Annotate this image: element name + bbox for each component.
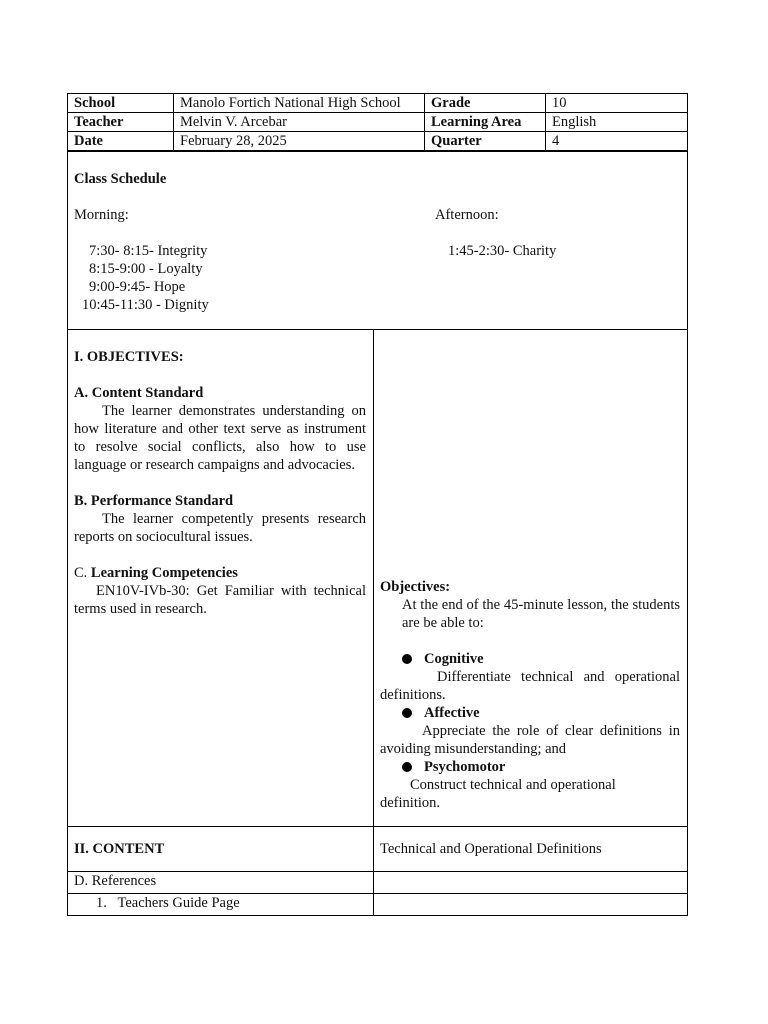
teacher-label: Teacher [68,113,174,132]
header-row-date [68,132,688,151]
bullet-icon [402,762,412,772]
afternoon-schedule [435,206,556,314]
morning-slot: 8:15-9:00 - Loyalty [89,261,203,277]
competencies-title: C. Learning Competencies [74,565,238,581]
date-value: February 28, 2025 [174,132,425,151]
header-row-school [68,94,688,113]
objective-label-psychomotor: Psychomotor [380,758,680,776]
content-value: Technical and Operational Definitions [374,827,688,872]
quarter-label: Quarter [425,132,546,151]
content-label: II. CONTENT [68,827,374,872]
bullet-icon [402,708,412,718]
objective-text-psychomotor: Construct technical and operational definition. [380,777,616,811]
morning-slot: 9:00-9:45- Hope [89,279,186,295]
body-table [67,151,688,916]
references-row [68,872,688,894]
references-value [374,872,688,894]
content-standard-text: The learner demonstrates understanding on how literature and other text serve as instrument to resolve social conflicts, also how to use language or research campaigns and advocacies. [74,403,366,473]
bullet-icon [402,654,412,664]
morning-slot: 10:45-11:30 - Dignity [82,297,209,313]
objective-text-affective: Appreciate the role of clear definitions in avoiding misunderstanding; and [380,723,680,757]
content-standard-title: A. Content Standard [74,385,204,401]
morning-label: Morning: [74,207,129,223]
area-label: Learning Area [425,113,546,132]
objectives-title: I. OBJECTIVES: [74,349,184,365]
references-label: D. References [68,872,374,894]
teacher-value: Melvin V. Arcebar [174,113,425,132]
objective-label-affective: Affective [380,704,680,722]
teachers-guide-value [374,894,688,916]
schedule-row [68,152,688,330]
objective-label-cognitive: Cognitive [380,650,680,668]
objectives-row [68,330,688,827]
header-table [67,93,688,151]
objectives-intro: At the end of the 45-minute lesson, the students are be able to: [402,597,680,631]
date-label: Date [68,132,174,151]
header-row-teacher [68,113,688,132]
references-item-row [68,894,688,916]
school-label: School [68,94,174,113]
performance-standard-title: B. Performance Standard [74,493,234,509]
objectives-left-cell [68,330,374,827]
schedule-cell [68,152,688,330]
quarter-value: 4 [546,132,688,151]
grade-value: 10 [546,94,688,113]
content-row [68,827,688,872]
performance-standard-text: The learner competently presents research reports on sociocultural issues. [74,511,366,545]
teachers-guide-label: 1. Teachers Guide Page [68,894,374,916]
afternoon-slot: 1:45-2:30- Charity [448,243,557,259]
objectives-right-title: Objectives: [380,579,451,595]
morning-schedule [74,206,435,314]
schedule-title: Class Schedule [74,171,167,187]
competencies-text: EN10V-IVb-30: Get Familiar with technical terms used in research. [74,583,366,617]
school-value: Manolo Fortich National High School [174,94,425,113]
objective-text-cognitive: Differentiate technical and operational definitions. [380,669,680,703]
grade-label: Grade [425,94,546,113]
area-value: English [546,113,688,132]
afternoon-label: Afternoon: [435,207,499,223]
lesson-plan [67,93,687,916]
objectives-right-cell [374,330,688,827]
morning-slot: 7:30- 8:15- Integrity [89,243,208,259]
